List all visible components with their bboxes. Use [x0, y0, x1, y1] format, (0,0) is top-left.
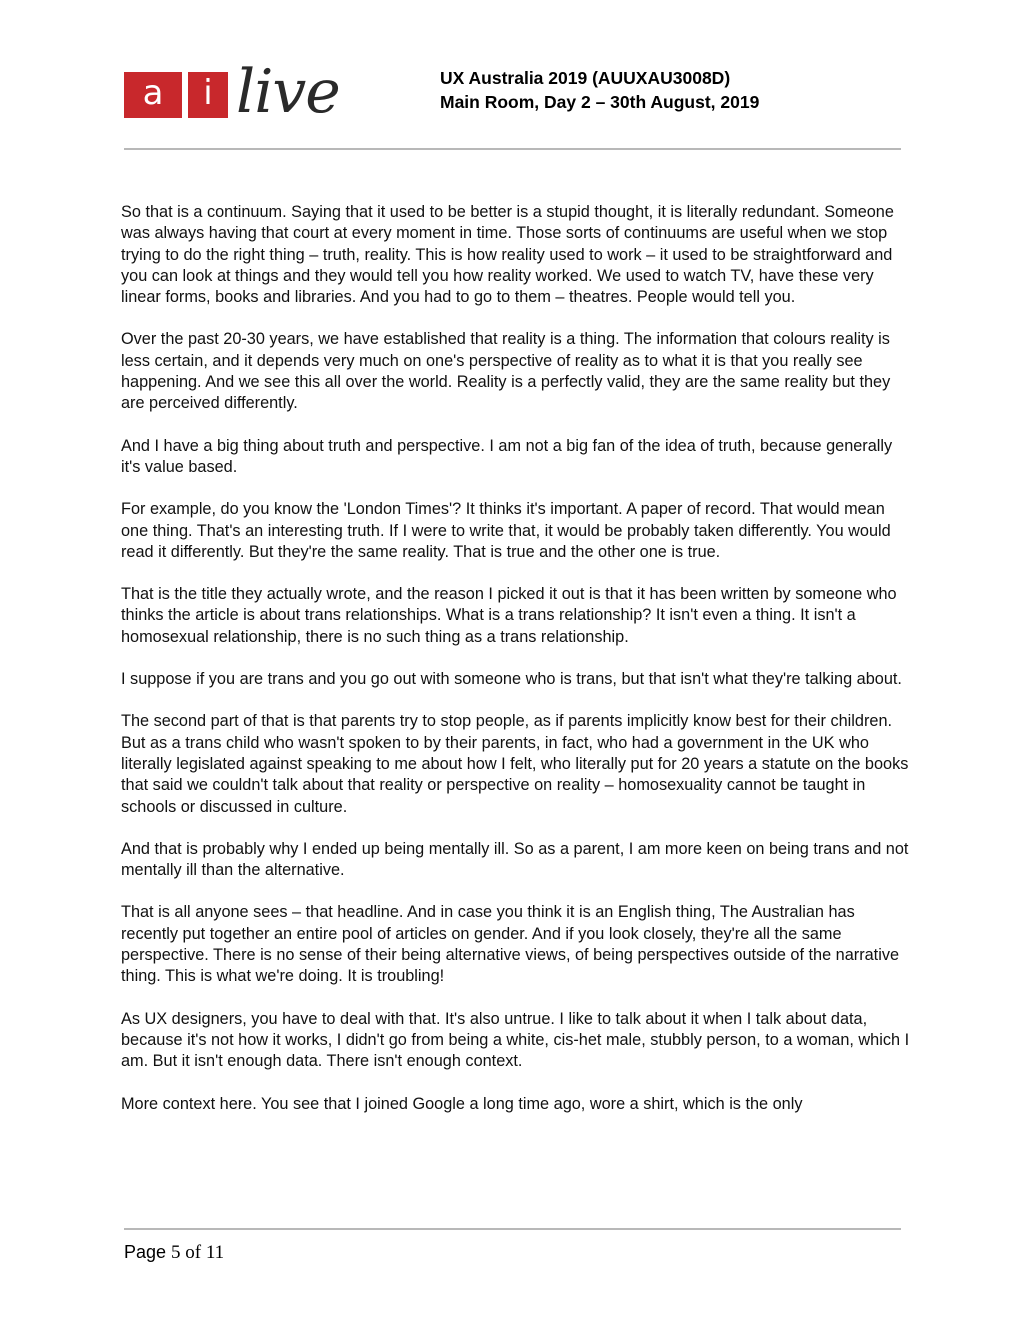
logo-letter-i: i [203, 73, 213, 113]
paragraph: For example, do you know the 'London Times'? It thinks it's important. A paper of record. That would mean one thing. That's an interesting truth. If I were to write that, it would be probably taken differently. You would read it differently. But they're the same reality. That is true and the other one is true. [121, 500, 891, 561]
page-header [0, 0, 1024, 160]
header-divider [124, 148, 901, 150]
logo-letter-a: a [142, 73, 164, 113]
paragraph: As UX designers, you have to deal with that. It's also untrue. I like to talk about it when I talk about data, because it's not how it works, I didn't go from being a white, cis-het male, stubbly person, to a woman, which I am. But it isn't enough data. There isn't enough context. [121, 1009, 910, 1071]
logo-script-live: live [236, 57, 340, 127]
paragraph: I suppose if you are trans and you go out with someone who is trans, but that isn't what they're talking about. [121, 670, 902, 689]
page-footer [124, 1241, 224, 1264]
paragraph: So that is a continuum. Saying that it used to be better is a stupid thought, it is literally redundant. Someone was always having that court at every moment in time. Those sorts of continuums are useful when we stop trying to do the right thing – truth, reality. This is how reality used to work – it used to be straightforward and you can look at things and they would tell you how reality worked. We used to watch TV, have these very linear forms, books and libraries. And you had to go to them – theatres. People would tell you. [121, 203, 894, 307]
document-title-line2: Main Room, Day 2 – 30th August, 2019 [440, 92, 760, 112]
paragraph: The second part of that is that parents try to stop people, as if parents implicitly know best for their children. But as a trans child who wasn't spoken to by their parents, in fact, who had a government in the UK who literally legislated against speaking to me about how I felt, who literally put for 20 years a statute on the books that said we couldn't talk about that reality or perspective on reality – homosexuality cannot be taught in schools or discussed in culture. [121, 712, 909, 816]
paragraph: And that is probably why I ended up being mentally ill. So as a parent, I am more keen on being trans and not mentally ill than the alternative. [121, 839, 909, 880]
page-label: Page [124, 1242, 172, 1262]
paragraph: Over the past 20-30 years, we have established that reality is a thing. The information that colours reality is less certain, and it depends very much on one's perspective of reality as to what it is that you really see happening. And we see this all over the world. Reality is a perfectly valid, they are the same reality but they are perceived differently. [121, 330, 891, 413]
document-title [440, 66, 759, 114]
page-total: 11 [205, 1242, 225, 1263]
logo-box-a [124, 72, 182, 118]
paragraph: More context here. You see that I joined Google a long time ago, wore a shirt, which is the only [121, 1094, 803, 1113]
paragraph: That is the title they actually wrote, and the reason I picked it out is that it has been written by someone who thinks the article is about trans relationships. What is a trans relationship? It isn't even a thing. It isn't a homosexual relationship, there is no such thing as a trans relationship. [121, 585, 897, 646]
paragraph: And I have a big thing about truth and perspective. I am not a big fan of the idea of truth, because generally it's value based. [121, 436, 893, 476]
page-current: 5 [171, 1242, 181, 1263]
footer-divider [124, 1228, 901, 1230]
page-of: of [180, 1242, 206, 1263]
logo-box-i [188, 72, 228, 118]
transcript-body [121, 202, 911, 1136]
paragraph: That is all anyone sees – that headline. And in case you think it is an English thing, The Australian has recently put together an entire pool of articles on gender. And if you look closely, they're all the same perspective. There is no sense of their being alternative views, of being perspectives outside of the narrative thing. This is what we're doing. It is troubling! [121, 903, 900, 986]
document-title-line1: UX Australia 2019 (AUUXAU3008D) [440, 68, 731, 88]
